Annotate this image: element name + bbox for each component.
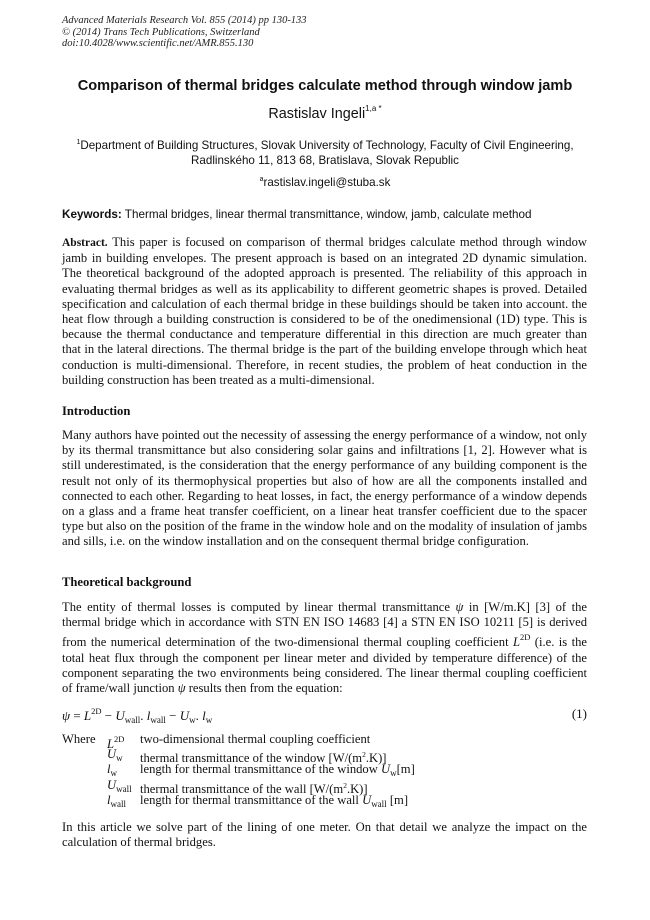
eq-l-wall-sub: wall bbox=[150, 715, 166, 725]
where-label: Where bbox=[62, 732, 96, 746]
keywords-label: Keywords: bbox=[62, 208, 122, 221]
introduction-paragraph: Many authors have pointed out the necessity of assessing the energy performance of a window, not only by its thermal transmittance but also considering solar gains and infiltrations [1, 2]. However what is still underestimated, is the consideration that the energy performance of any building component is the result not only of its thermophysical properties but also of how are all the components installed and connected to each other. Regarding to heat losses, in fact, the energy performance of a window depends on a glass and a frame heat transfer coefficient, on a linear heat transfer coefficient due to the spacer type but also on the position of the frame in the window hole and on the modality of insulation of jambs and sills, i.e. on the window installation and on the consequent thermal bridge configuration. bbox=[62, 428, 587, 549]
eq-l-wall: l bbox=[146, 708, 151, 723]
psi-symbol: ψ bbox=[177, 681, 186, 696]
abstract-paragraph bbox=[62, 235, 587, 388]
eq-minus: − bbox=[165, 708, 180, 723]
eq-U-w: U bbox=[179, 708, 190, 723]
theory-text-4: results then from the equation: bbox=[185, 681, 343, 696]
closing-paragraph: In this article we solve part of the lining of one meter. On that detail we analyze the impact on the calculation of thermal bridges. bbox=[62, 820, 587, 850]
email-address[interactable]: rastislav.ingeli@stuba.sk bbox=[263, 176, 391, 189]
definition-symbol: $U_{wall}$ bbox=[107, 777, 132, 794]
equation-number: (1) bbox=[571, 706, 587, 721]
affiliation-line-1: Department of Building Structures, Slovak University of Technology, Faculty of Civil Engineering, bbox=[80, 139, 574, 152]
eq-U-wall-sub: wall bbox=[124, 715, 141, 725]
eq-dot: . bbox=[140, 708, 147, 723]
keywords-text: Thermal bridges, linear thermal transmittance, window, jamb, calculate method bbox=[121, 208, 532, 221]
abstract-text: This paper is focused on comparison of thermal bridges calculate method through window jamb in building envelopes. The present approach is based on an integrated 2D dynamic simulation. The theoretical background of the adopted approach is presented. The reliability of this approach in evaluating thermal bridges as well as its applicability to different geometric shapes is proved. Detailed specification and calculation of each thermal bridge in these buildings should be taken into account. the heat flow through a building construction is considered to be of the onedimensional (1D) type. This is because the thermal conductance and temperature differential in this direction are much greater than that in the lateral directions. The thermal bridge is the part of the building envelope through which heat conduction is multi-dimensional. Therefore, in recent studies, the problem of heat conduction in the building construction has been treated as a multi-dimensional. bbox=[62, 235, 587, 387]
eq-L-sup: 2D bbox=[91, 706, 102, 716]
doi-line: doi:10.4028/www.scientific.net/AMR.855.130 bbox=[62, 38, 254, 49]
author-name: Rastislav Ingeli bbox=[268, 106, 366, 122]
psi-symbol: ψ bbox=[455, 600, 464, 614]
eq-l-w-sub: w bbox=[205, 715, 213, 725]
definition-symbol: $L^{2D}$ bbox=[107, 734, 125, 751]
definition-text: length for thermal transmittance of the wall $U_{wall}$ [m] bbox=[140, 792, 409, 809]
theory-paragraph bbox=[62, 600, 587, 696]
equation-1 bbox=[62, 706, 587, 725]
eq-equals: = bbox=[70, 708, 84, 723]
section-heading-introduction: Introduction bbox=[62, 404, 131, 418]
abstract-label: Abstract. bbox=[62, 237, 108, 249]
eq-psi: ψ bbox=[62, 708, 71, 723]
paper-title: Comparison of thermal bridges calculate method through window jamb bbox=[77, 78, 573, 94]
affiliation bbox=[0, 135, 650, 168]
definition-text: length for thermal transmittance of the window $U_w[m]$ bbox=[140, 762, 415, 779]
l2d-superscript: 2D bbox=[520, 632, 531, 643]
eq-U-w-sub: w bbox=[189, 715, 196, 725]
email-marker: a bbox=[259, 176, 264, 183]
section-heading-theoretical-background: Theoretical background bbox=[62, 575, 192, 589]
author-superscript: 1,a * bbox=[365, 104, 382, 113]
theory-text-2: in [W/m.K] [3] of the thermal bridge which in accordance with STN EN ISO 14683 [4] a STN EN ISO 10211 [5] is derived from the numerical determination of the two-dimensional thermal coupling coefficient bbox=[62, 600, 588, 650]
definition-symbol: $l_{wall}$ bbox=[107, 792, 126, 809]
theory-text-1: The entity of thermal losses is computed by linear thermal transmittance bbox=[62, 600, 456, 614]
eq-U-wall: U bbox=[115, 708, 125, 723]
journal-header bbox=[62, 15, 307, 50]
author-email bbox=[0, 176, 650, 189]
eq-L: L bbox=[83, 708, 92, 723]
keywords bbox=[62, 208, 531, 221]
eq-dot: . bbox=[195, 708, 203, 723]
l2d-symbol: L bbox=[512, 635, 520, 650]
definition-symbol: $l_w$ bbox=[107, 762, 117, 779]
eq-minus: − bbox=[101, 708, 116, 723]
definition-text: thermal transmittance of the wall $[W/(m^2.K)]$ bbox=[140, 780, 368, 796]
definition-text: two-dimensional thermal coupling coefficient bbox=[140, 732, 371, 746]
definition-text: thermal transmittance of the window $[W/(m^2.K)]$ bbox=[140, 750, 387, 766]
author-line bbox=[0, 104, 650, 122]
definition-symbol: $U_w$ bbox=[107, 747, 123, 764]
copyright-line: © (2014) Trans Tech Publications, Switzerland bbox=[62, 26, 260, 38]
affiliation-marker: 1 bbox=[76, 139, 81, 146]
affiliation-line-2: Radlinského 11, 813 68, Bratislava, Slovak Republic bbox=[191, 154, 459, 167]
theory-text-3: (i.e. is the total heat flux through the component per linear meter and divided by temperature difference) of the component separating the two environments being considered. The linear thermal coupling coefficient of frame/wall junction bbox=[62, 635, 588, 696]
eq-l-w: l bbox=[202, 708, 206, 723]
journal-citation: Advanced Materials Research Vol. 855 (2014) pp 130-133 bbox=[62, 15, 307, 26]
